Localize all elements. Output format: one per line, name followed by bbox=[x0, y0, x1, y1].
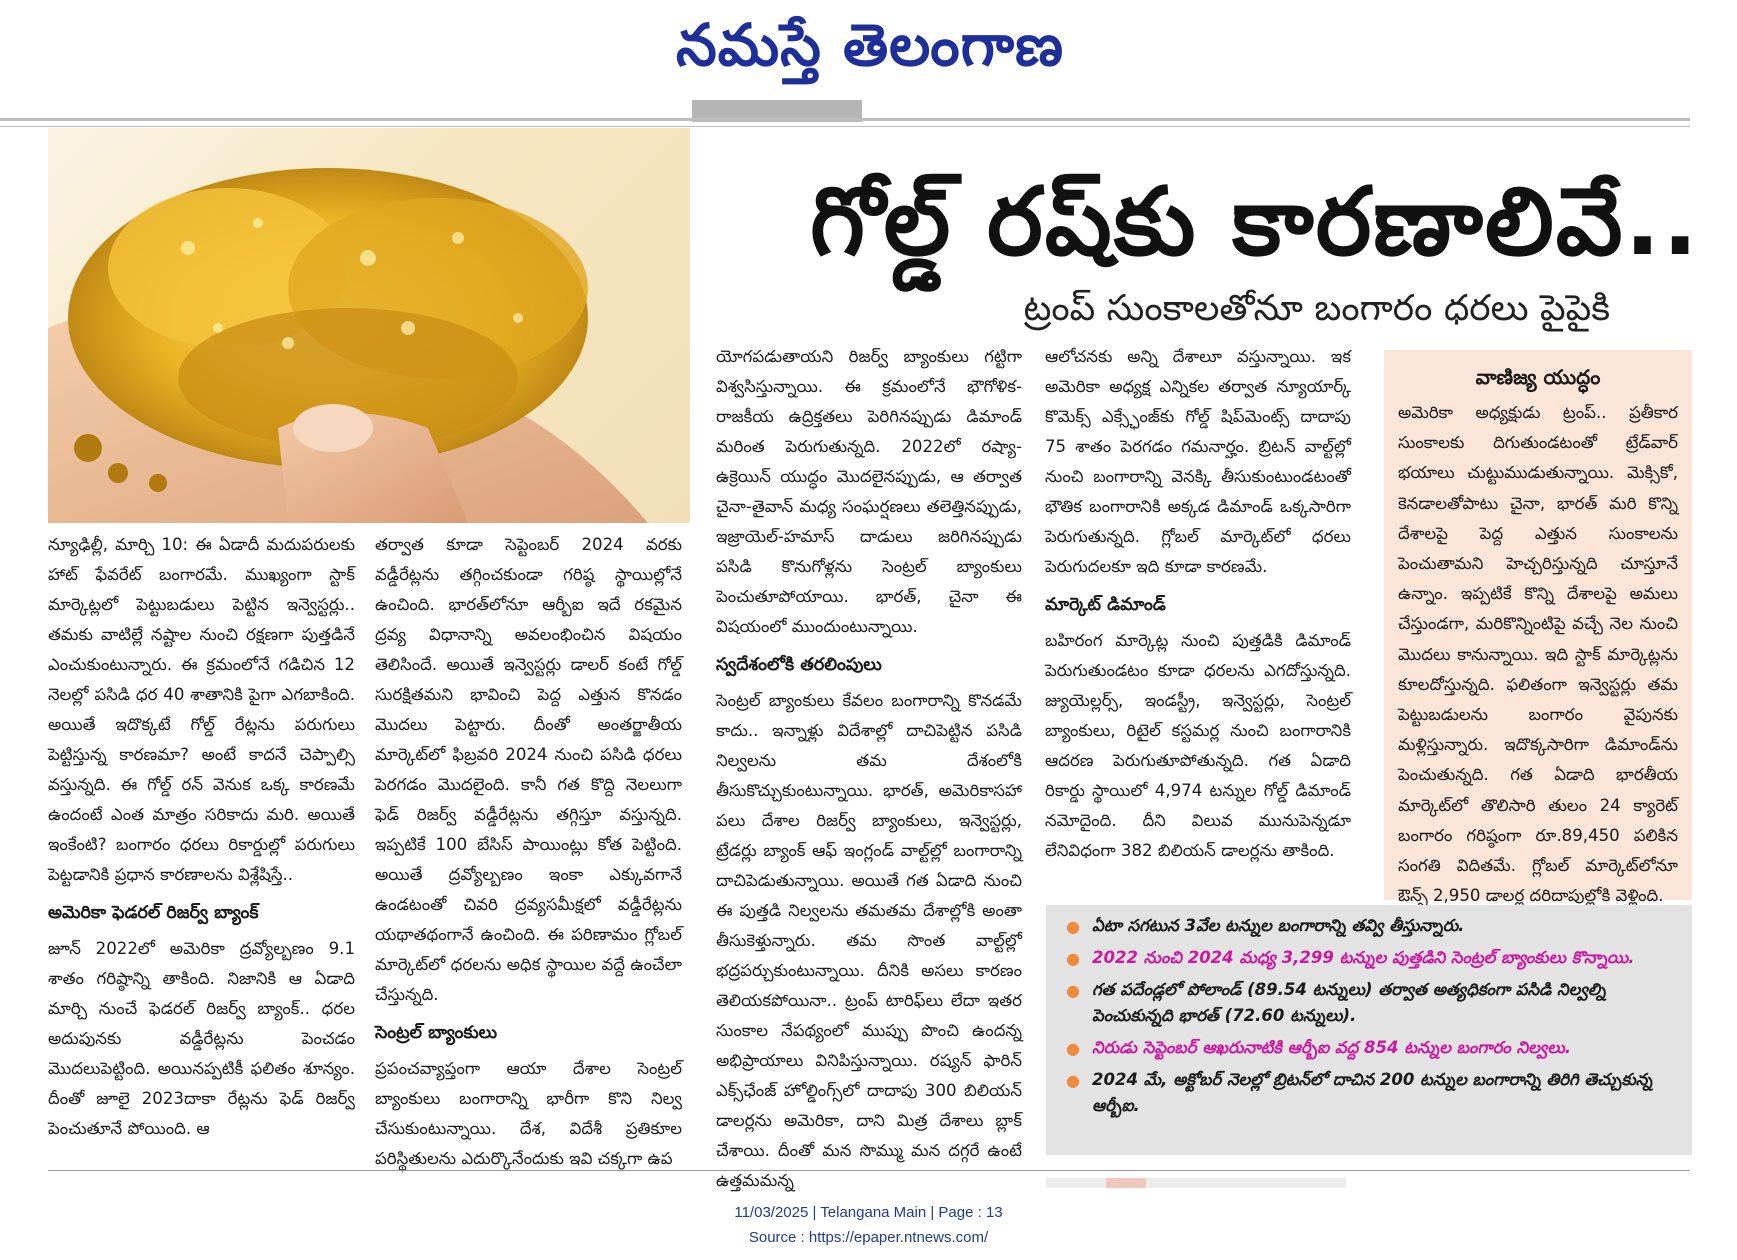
page-info: 11/03/2025 | Telangana Main | Page : 13 bbox=[734, 1204, 1003, 1221]
fact-text: ఏటా సగటున 3వేల టన్నుల బంగారాన్ని తవ్వి తీస్తున్నారు. bbox=[1092, 916, 1465, 935]
bullet-icon: ● bbox=[1066, 1071, 1080, 1090]
section-heading: సెంట్రల్ బ్యాంకులు bbox=[375, 1023, 498, 1043]
bullet-icon: ● bbox=[1066, 949, 1080, 968]
section-heading: అమెరికా ఫెడరల్ రిజర్వ్ బ్యాంక్ bbox=[48, 903, 259, 923]
article-column-4 bbox=[1045, 342, 1351, 866]
section-heading: మార్కెట్ డిమాండ్ bbox=[1045, 595, 1166, 615]
top-divider bbox=[0, 118, 1690, 121]
fact-text: నిరుడు సెప్టెంబర్ ఆఖరునాటికి ఆర్బీఐ వద్ద 854 టన్నుల బంగారం నిల్వలు. bbox=[1092, 1038, 1572, 1057]
headline: గోల్డ్ రష్‌కు కారణాలివే.. bbox=[810, 168, 1700, 277]
paragraph: ప్రపంచవ్యాప్తంగా ఆయా దేశాల సెంట్రల్ బ్యాంకులు బంగారాన్ని భారీగా కొని నిల్వ చేసుకుంటున్నాయి. దేశ, విదేశీ ప్రతికూల పరిస్థితులను ఎదుర్కొనేందుకు ఇవి చక్కగా ఉప bbox=[375, 1059, 682, 1168]
subheadline: ట్రంప్ సుంకాలతోనూ బంగారం ధరలు పైపైకి bbox=[1023, 288, 1610, 329]
paragraph: సెంట్రల్ బ్యాంకులు కేవలం బంగారాన్ని కొనడమే కాదు.. ఇన్నాళ్లు విదేశాల్లో దాచిపెట్టిన పసిడి నిల్వలను తమ దేశంలోకి తీసుకొచ్చుకుంటున్నాయి. భారత్, అమెరికాసహా పలు దేశాల రిజర్వ్ బ్యాంకులు, ఇన్వెస్టర్లు, ట్రేడర్లు బ్యాంక్ ఆఫ్ ఇంగ్లండ్ వాల్ట్‌ల్లో బంగారాన్ని దాచిపెడుతున్నాయి. అయితే గత ఏడాది నుంచి ఈ పుత్తడి నిల్వలను తమతమ దేశాల్లోకి అంతా తీసుకెళ్తున్నారు. తమ సొంత వాల్ట్‌ల్లో భద్రపర్చుకుంటున్నాయి. దీనికి అసలు కారణం తెలియకపోయినా.. ట్రంప్ టారిఫ్‌లు లేదా ఇతర సుంకాల నేపథ్యంలో ముప్పు పొంచి ఉందన్న అభిప్రాయాలు వినిపిస్తున్నాయి. రష్యన్ ఫారిన్ ఎక్స్‌ఛేంజ్ హోల్డింగ్స్‌లో దాదాపు 300 బిలియన్ డాలర్లను అమెరికా, దాని మిత్ర దేశాలు బ్లాక్ చేశాయి. దీంతో మన సొమ్ము మన దగ్గరే ఉంటే ఉత్తమమన్న bbox=[716, 691, 1022, 1190]
masthead-logo: నమస్తే తెలంగాణ bbox=[676, 11, 1064, 79]
source-link[interactable]: Source : https://epaper.ntnews.com/ bbox=[748, 1229, 989, 1246]
bullet-icon: ● bbox=[1066, 917, 1080, 936]
fact-text: 2022 నుంచి 2024 మధ్య 3,299 టన్నుల పుత్తడిని సెంట్రల్ బ్యాంకులు కొన్నాయి. bbox=[1092, 948, 1635, 967]
advert-strip bbox=[1046, 1178, 1346, 1188]
paragraph: న్యూఢిల్లీ, మార్చి 10: ఈ ఏడాదీ మదుపరులకు హాట్ ఫేవరేట్ బంగారమే. ముఖ్యంగా స్టాక్ మార్కెట్లలో పెట్టుబడులు పెట్టిన ఇన్వెస్టర్లు.. తమకు వాటిల్లే నష్టాల నుంచి రక్షణగా పుత్తడినే ఎంచుకుంటున్నారు. ఈ క్రమంలోనే గడిచిన 12 నెలల్లో పసిడి ధర 40 శాతానికి పైగా ఎగబాకింది. అయితే ఇదొక్కటే గోల్డ్ రేట్లను పరుగులు పెట్టిస్తున్న కారణమా? అంటే కాదనే చెప్పాల్సి వస్తున్నది. ఈ గోల్డ్ రన్ వెనుక ఒక్క కారణమే ఉందంటే ఎంత మాత్రం సరికాదు మరి. అయితే ఇంకేంటి? బంగారం ధరలు రికార్డుల్లో పరుగులు పెట్టడానికి ప్రధాన కారణాలను విశ్లేషిస్తే.. bbox=[48, 535, 355, 884]
paragraph: తర్వాత కూడా సెప్టెంబర్ 2024 వరకు వడ్డీరేట్లను తగ్గించకుండా గరిష్ఠ స్థాయిల్లోనే ఉంచింది. భారత్‌లోనూ ఆర్బీఐ ఇదే రకమైన ద్రవ్య విధానాన్ని అవలంభించిన విషయం తెలిసిందే. అయితే ఇన్వెస్టర్లు డాలర్ కంటే గోల్డ్ సురక్షితమని భావించి పెద్ద ఎత్తున కొనడం మొదలు పెట్టారు. దీంతో అంతర్జాతీయ మార్కెట్‌లో ఫిబ్రవరి 2024 నుంచి పసిడి ధరలు పెరగడం మొదలైంది. కానీ గత కొద్ది నెలలుగా ఫెడ్ రిజర్వ్ వడ్డీరేట్లను తగ్గిస్తూ వస్తున్నది. ఇప్పటికే 100 బేసిస్ పాయింట్లు కోత పెట్టింది. అయితే ద్రవ్యోల్బణం ఇంకా ఎక్కువగానే ఉండటంతో చివరి ద్రవ్యసమీక్షలో వడ్డీరేట్లను యథాతథంగానే ఉంచింది. ఈ పరిణామం గ్లోబల్ మార్కెట్‌లో ధరలను అధిక స్థాయిల వద్దే ఉంచేలా చేస్తున్నది. bbox=[375, 535, 682, 1004]
paragraph: బహిరంగ మార్కెట్ల నుంచి పుత్తడికి డిమాండ్ పెరుగుతుండటం కూడా ధరలను ఎగదోస్తున్నది. జ్యుయెల్లర్స్, ఇండస్ట్రీ, ఇన్వెస్టర్లు, సెంట్రల్ బ్యాంకులు, రిటైల్ కస్టమర్ల నుంచి బంగారానికి ఆదరణ పెరుగుతూపోతున్నది. గత ఏడాది రికార్డు స్థాయిలో 4,974 టన్నుల గోల్డ్ డిమాండ్ నమోదైంది. దీని విలువ మునుపెన్నడూ లేనివిధంగా 382 బిలియన్ డాలర్లను తాకింది. bbox=[1045, 631, 1351, 860]
article-column-2 bbox=[375, 530, 682, 1174]
paragraph: జూన్ 2022లో అమెరికా ద్రవ్యోల్బణం 9.1 శాతం గరిష్ఠాన్ని తాకింది. నిజానికి ఆ ఏడాది మార్చి నుంచే ఫెడరల్ రిజర్వ్ బ్యాంక్.. ధరల అదుపునకు వడ్డీరేట్లను పెంచడం మొదలుపెట్టింది. అయినప్పటికీ ఫలితం శూన్యం. దీంతో జూలై 2023దాకా రేట్లను ఫెడ్ రిజర్వ్ పెంచుతూనే పోయింది. ఆ bbox=[48, 939, 355, 1138]
paragraph: యోగపడుతాయని రిజర్వ్ బ్యాంకులు గట్టిగా విశ్వసిస్తున్నాయి. ఈ క్రమంలోనే భౌగోళిక-రాజకీయ ఉద్రిక్తతలు పెరిగినప్పుడు డిమాండ్ మరింత పెరుగుతున్నది. 2022లో రష్యా-ఉక్రెయిన్ యుద్ధం మొదలైనప్పుడు, ఆ తర్వాత చైనా-తైవాన్ మధ్య సంఘర్షణలు తలెత్తినప్పుడు, ఇజ్రాయెల్-హమాస్ దాడులు జరిగినప్పుడు పసిడి కొనుగోళ్లను సెంట్రల్ బ్యాంకులు పెంచుతూపోయాయి. భారత్, చైనా ఈ విషయంలో ముందుంటున్నాయి. bbox=[716, 347, 1022, 636]
bullet-icon: ● bbox=[1066, 1039, 1080, 1058]
sidebar-text: అమెరికా అధ్యక్షుడు ట్రంప్.. ప్రతీకార సుంకాలకు దిగుతుండటంతో ట్రేడ్‌వార్ భయాలు చుట్టుముడుతున్నాయి. మెక్సికో, కెనడాలతోపాటు చైనా, భారత్ మరి కొన్ని దేశాలపై పెద్ద ఎత్తున సుంకాలను పెంచుతామని హెచ్చరిస్తున్నది చూస్తూనే ఉన్నాం. ఇప్పటికే కొన్ని దేశాలపై అమలు చేస్తుండగా, మరికొన్నింటిపై వచ్చే నెల నుంచి మొదలు కానున్నాయి. ఇది స్టాక్ మార్కెట్లను కూలదోస్తున్నది. ఫలితంగా ఇన్వెస్టర్లు తమ పెట్టుబడులను బంగారం వైపునకు మళ్లిస్తున్నారు. ఇదొక్కసారిగా డిమాండ్‌ను పెంచుతున్నది. గత ఏడాది భారతీయ మార్కెట్‌లో తొలిసారి తులం 24 క్యారెట్ బంగారం గరిష్ఠంగా రూ.89,450 పలికిన సంగతి విదితమే. గ్లోబల్ మార్కెట్‌లోనూ ఔన్స్ 2,950 డాలర్ల దరిదాపుల్లోకి వెళ్లింది. bbox=[1398, 403, 1678, 906]
fact-text: గత పదేండ్లలో పోలాండ్ (89.54 టన్నులు) తర్వాత అత్యధికంగా పసిడి నిల్వల్ని పెంచుకున్నది భారత్ (72.60 టన్నులు). bbox=[1092, 980, 1606, 1025]
fact-item bbox=[1058, 1067, 1682, 1119]
fact-item bbox=[1058, 945, 1682, 971]
bottom-divider bbox=[48, 1170, 1690, 1171]
fact-item bbox=[1058, 1035, 1682, 1061]
paragraph: ఆలోచనకు అన్ని దేశాలూ వస్తున్నాయి. ఇక అమెరికా అధ్యక్ష ఎన్నికల తర్వాత న్యూయార్క్ కొమెక్స్ ఎక్స్ఛేంజ్‌కు గోల్డ్ షిప్‌మెంట్స్ దాదాపు 75 శాతం పెరగడం గమనార్హం. బ్రిటన్ వాల్ట్‌ల్లో నుంచి బంగారాన్ని వెనక్కి తీసుకుంటుండటంతో భౌతిక బంగారానికి అక్కడ డిమాండ్ ఒక్కసారిగా పెరుగుతున్నది. గ్లోబల్ మార్కెట్‌లో ధరలు పెరుగుదలకూ ఇది కూడా కారణమే. bbox=[1045, 347, 1351, 576]
trade-war-sidebar bbox=[1384, 350, 1692, 906]
article-column-3 bbox=[716, 342, 1022, 1196]
sidebar-title: వాణిజ్య యుద్ధం bbox=[1475, 365, 1601, 389]
top-divider-thin bbox=[0, 126, 1690, 127]
fact-item bbox=[1058, 977, 1682, 1029]
bullet-icon: ● bbox=[1066, 981, 1080, 1000]
facts-box bbox=[1046, 905, 1692, 1155]
article-column-1 bbox=[48, 530, 355, 1144]
fact-item bbox=[1058, 913, 1682, 939]
fact-text: 2024 మే, అక్టోబర్ నెలల్లో బ్రిటన్‌లో దాచిన 200 టన్నుల బంగారాన్ని తిరిగి తెచ్చుకున్న ఆర్బీఐ. bbox=[1092, 1070, 1653, 1115]
section-heading: స్వదేశంలోకి తరలింపులు bbox=[716, 655, 882, 675]
